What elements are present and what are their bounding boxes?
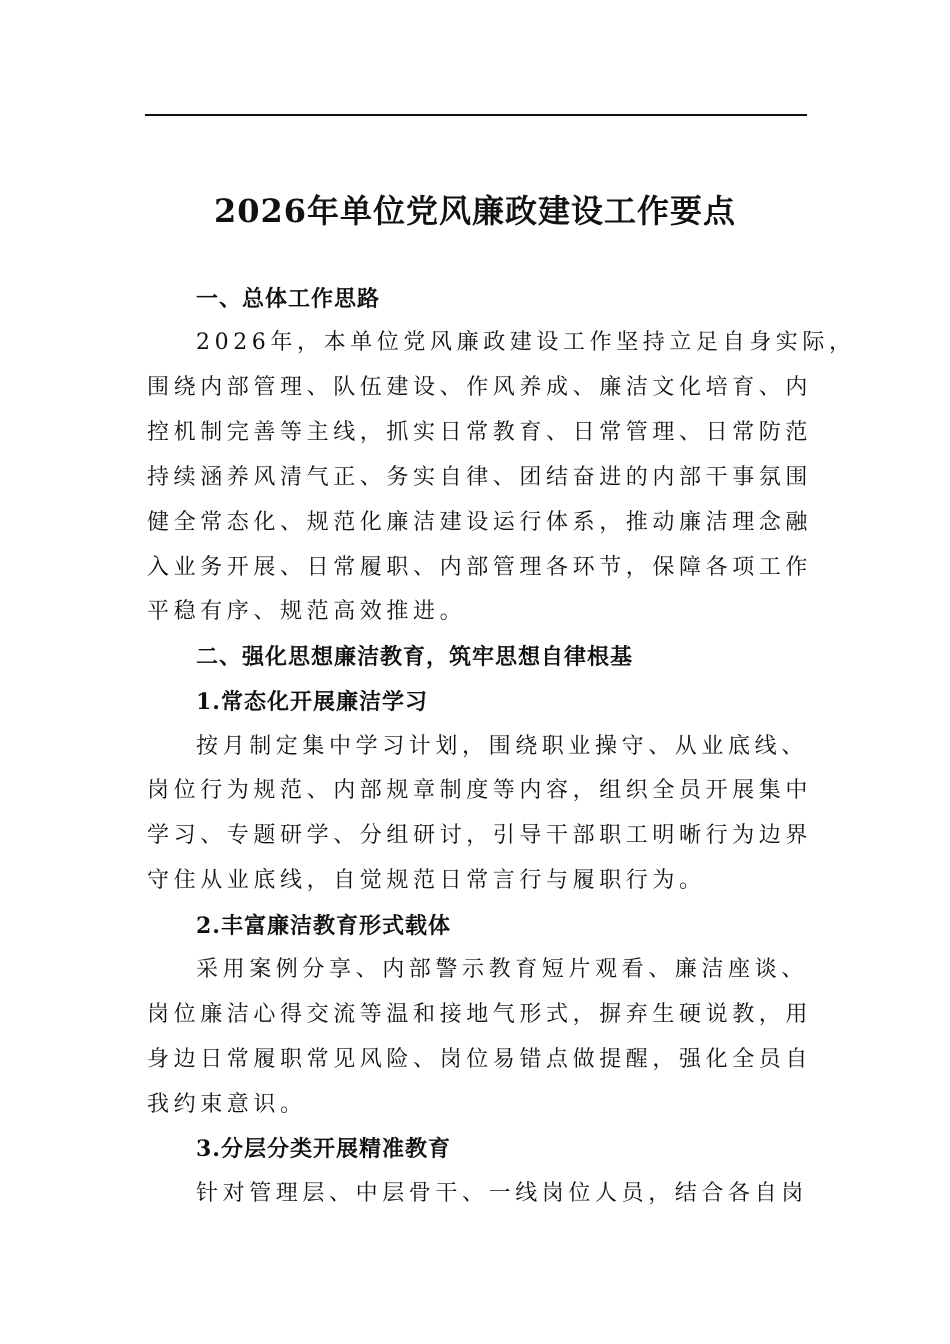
paragraph-line: 控机制完善等主线，抓实日常教育、日常管理、日常防范	[147, 420, 813, 445]
paragraph-line: 身边日常履职常见风险、岗位易错点做提醒，强化全员自	[147, 1047, 813, 1072]
subsection-heading-2: 2.丰富廉洁教育形式载体	[196, 913, 451, 939]
paragraph-line: 平稳有序、规范高效推进。	[147, 599, 467, 624]
paragraph-line: 按月制定集中学习计划，围绕职业操守、从业底线、	[196, 734, 808, 759]
paragraph-line: 采用案例分享、内部警示教育短片观看、廉洁座谈、	[196, 957, 808, 982]
paragraph-line: 我约束意识。	[147, 1092, 307, 1117]
subsection-heading-3: 3.分层分类开展精准教育	[196, 1136, 451, 1162]
document-title: 2026年单位党风廉政建设工作要点	[213, 192, 737, 230]
paragraph-line: 健全常态化、规范化廉洁建设运行体系，推动廉洁理念融	[147, 510, 813, 535]
header-rule	[145, 114, 807, 116]
section-heading-1: 一、总体工作思路	[196, 286, 381, 312]
section-heading-2: 二、强化思想廉洁教育，筑牢思想自律根基	[196, 644, 634, 670]
paragraph-line: 入业务开展、日常履职、内部管理各环节，保障各项工作	[147, 555, 813, 580]
paragraph-line: 守住从业底线，自觉规范日常言行与履职行为。	[147, 868, 706, 893]
subsection-heading-1: 1.常态化开展廉洁学习	[196, 689, 428, 715]
paragraph-line: 学习、专题研学、分组研讨，引导干部职工明晰行为边界	[147, 823, 813, 848]
paragraph-line: 围绕内部管理、队伍建设、作风养成、廉洁文化培育、内	[147, 375, 813, 400]
paragraph-line: 岗位行为规范、内部规章制度等内容，组织全员开展集中	[147, 778, 813, 803]
paragraph-line: 2026年，本单位党风廉政建设工作坚持立足自身实际，	[196, 330, 856, 355]
paragraph-line: 岗位廉洁心得交流等温和接地气形式，摒弃生硬说教，用	[147, 1002, 813, 1027]
paragraph-line: 针对管理层、中层骨干、一线岗位人员，结合各自岗	[196, 1181, 808, 1206]
paragraph-line: 持续涵养风清气正、务实自律、团结奋进的内部干事氛围	[147, 465, 813, 490]
